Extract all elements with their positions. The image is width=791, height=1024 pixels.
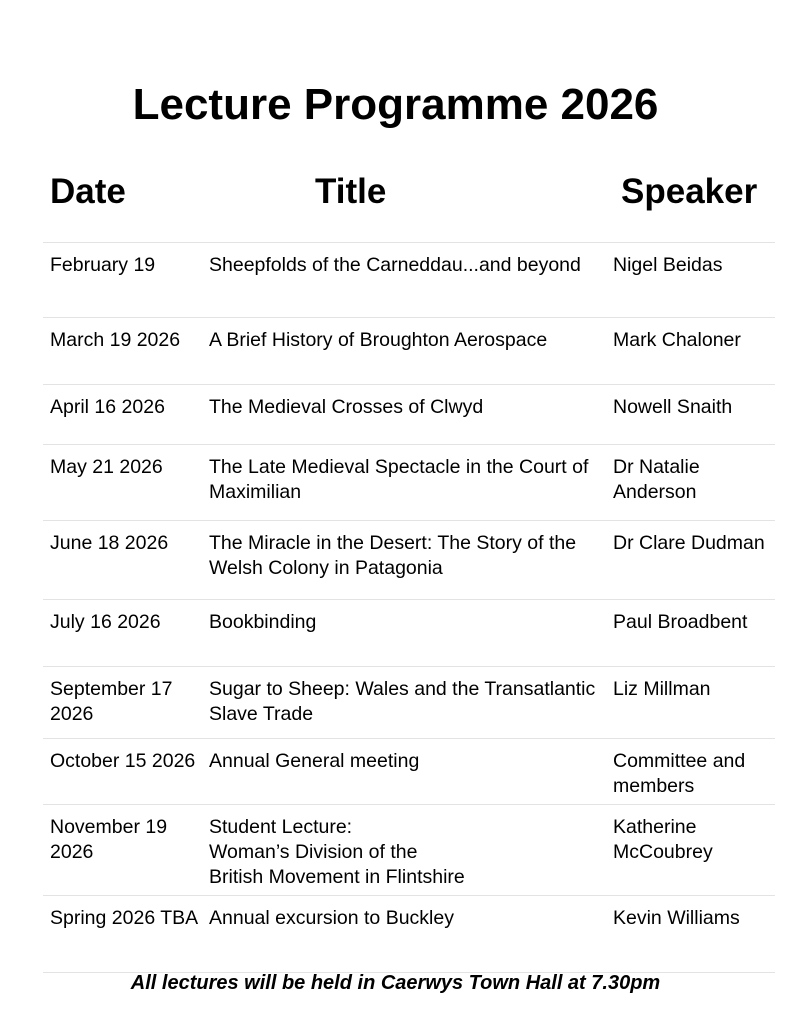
column-header-date: Date bbox=[50, 172, 126, 211]
lecture-date: October 15 2026 bbox=[50, 750, 196, 772]
table-row bbox=[43, 738, 775, 804]
table-row bbox=[43, 520, 775, 599]
lecture-speaker: Nigel Beidas bbox=[613, 254, 723, 276]
lecture-speaker: Katherine McCoubrey bbox=[613, 816, 713, 863]
lecture-title: A Brief History of Broughton Aerospace bbox=[209, 329, 548, 351]
lecture-date: April 16 2026 bbox=[50, 396, 165, 418]
lecture-title: Bookbinding bbox=[209, 611, 317, 633]
lecture-title: The Medieval Crosses of Clwyd bbox=[209, 396, 484, 418]
lecture-date: Spring 2026 TBA bbox=[50, 907, 199, 929]
lecture-speaker: Kevin Williams bbox=[613, 907, 740, 929]
lecture-speaker: Paul Broadbent bbox=[613, 611, 748, 633]
lecture-title: Sugar to Sheep: Wales and the Transatlantic Slave Trade bbox=[209, 678, 596, 725]
lecture-title: Student Lecture: Woman’s Division of the British Movement in Flintshire bbox=[209, 816, 465, 888]
lecture-speaker: Nowell Snaith bbox=[613, 396, 733, 418]
table-row bbox=[43, 599, 775, 666]
table-row bbox=[43, 444, 775, 520]
table-row bbox=[43, 242, 775, 317]
table-row bbox=[43, 317, 775, 384]
lecture-date: November 19 2026 bbox=[50, 816, 168, 863]
lecture-date: March 19 2026 bbox=[50, 329, 181, 351]
table-row bbox=[43, 895, 775, 973]
lecture-title: Annual General meeting bbox=[209, 750, 420, 772]
lecture-speaker: Dr Clare Dudman bbox=[613, 532, 765, 554]
lecture-speaker: Committee and members bbox=[613, 750, 746, 797]
lecture-title: The Miracle in the Desert: The Story of the Welsh Colony in Patagonia bbox=[209, 532, 577, 579]
lecture-date: February 19 bbox=[50, 254, 156, 276]
lecture-speaker: Mark Chaloner bbox=[613, 329, 741, 351]
lecture-table bbox=[43, 242, 775, 973]
lecture-date: July 16 2026 bbox=[50, 611, 161, 633]
lecture-title: The Late Medieval Spectacle in the Court of Maximilian bbox=[209, 456, 589, 503]
lecture-date: May 21 2026 bbox=[50, 456, 163, 478]
lecture-speaker: Dr Natalie Anderson bbox=[613, 456, 700, 503]
page-title: Lecture Programme 2026 bbox=[132, 80, 659, 129]
lecture-date: June 18 2026 bbox=[50, 532, 169, 554]
table-row bbox=[43, 384, 775, 444]
venue-note: All lectures will be held in Caerwys Town Hall at 7.30pm bbox=[130, 972, 661, 994]
lecture-title: Sheepfolds of the Carneddau...and beyond bbox=[209, 254, 581, 276]
column-header-title: Title bbox=[315, 172, 387, 211]
table-row bbox=[43, 666, 775, 738]
column-header-speaker: Speaker bbox=[621, 172, 758, 211]
lecture-title: Annual excursion to Buckley bbox=[209, 907, 454, 929]
table-row bbox=[43, 804, 775, 895]
lecture-speaker: Liz Millman bbox=[613, 678, 711, 700]
lecture-date: September 17 2026 bbox=[50, 678, 173, 725]
